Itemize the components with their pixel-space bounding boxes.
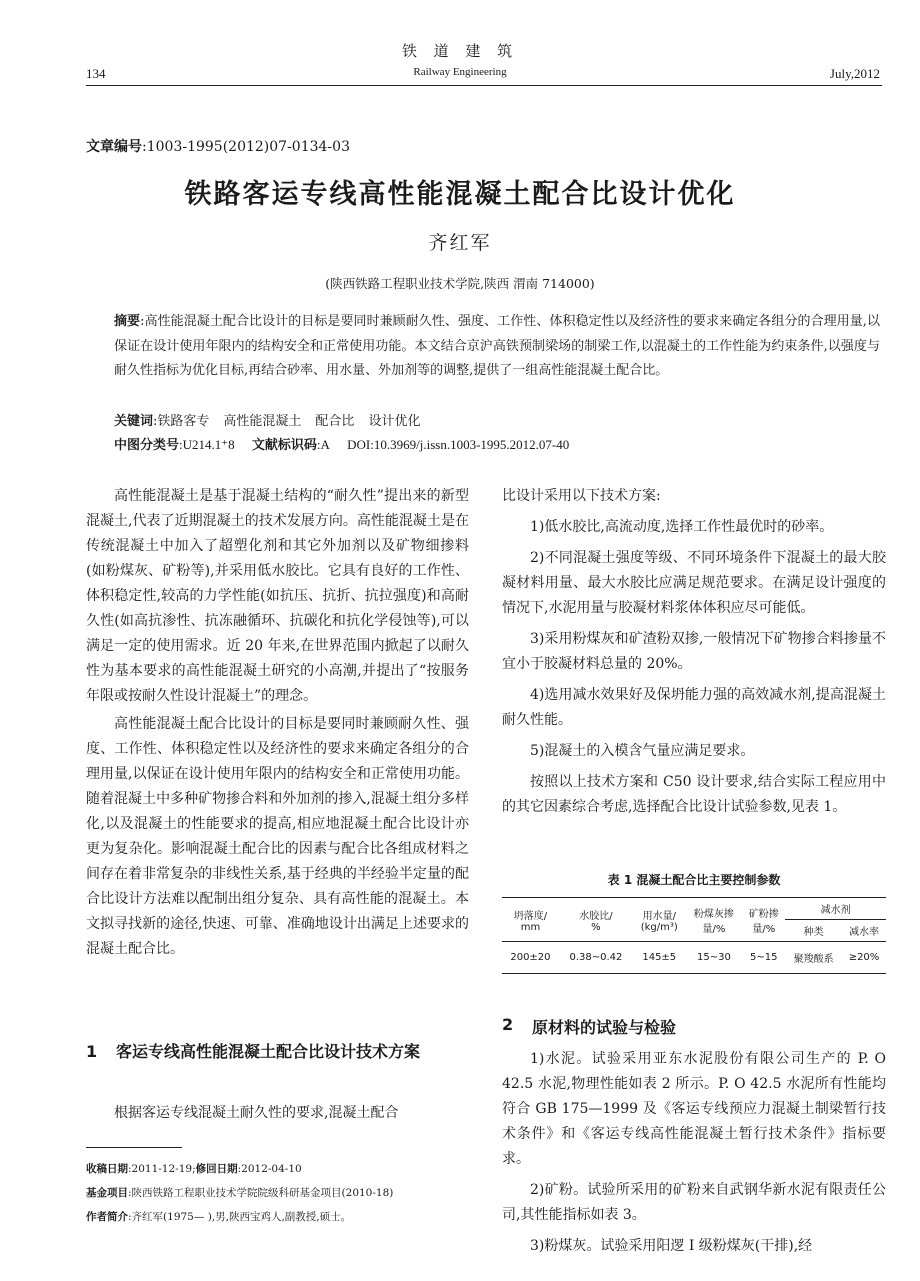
table-cell: 聚羧酸系	[785, 942, 842, 974]
list-item: 3)采用粉煤灰和矿渣粉双掺,一般情况下矿物掺合料掺量不宜小于胶凝材料总量的 20%。	[502, 631, 886, 672]
section-title: 客运专线高性能混凝土配合比设计技术方案	[116, 1042, 421, 1061]
paragraph: 2)矿粉。试验所采用的矿粉来自武钢华新水泥有限责任公司,其性能指标如表 3。	[502, 1182, 886, 1223]
section-1-heading	[86, 1038, 469, 1065]
body-right-column	[502, 484, 886, 820]
keyword: :铁路客专	[153, 414, 210, 429]
table-cell: 145±5	[633, 942, 686, 974]
table-header: 矿粉掺 量/%	[742, 898, 785, 942]
keyword: 设计优化	[368, 414, 421, 429]
paragraph: 按照以上技术方案和 C50 设计要求,结合实际工程应用中的其它因素综合考虑,选择配合比设计试验参数,见表 1。	[502, 774, 886, 815]
table-1	[502, 897, 886, 974]
section-2-body	[502, 1047, 886, 1259]
article-number	[86, 136, 350, 156]
section-number: 2	[502, 1015, 514, 1034]
keyword: 高性能混凝土	[223, 414, 302, 429]
table-cell: ≥20%	[842, 942, 886, 974]
revised-label: 修回日期	[195, 1163, 238, 1175]
table-cell: 5~15	[742, 942, 785, 974]
journal-title-cn: 铁 道 建 筑	[401, 42, 519, 60]
table-header: 减水率	[848, 927, 879, 938]
author-name: 齐红军	[428, 232, 492, 254]
doc-code-value: :A	[316, 437, 330, 452]
footnote-fund	[86, 1182, 486, 1204]
paragraph: 3)粉煤灰。试验采用阳逻 Ⅰ 级粉煤灰(干排),经	[530, 1238, 813, 1254]
section-1-body	[86, 1101, 469, 1126]
paragraph: 高性能混凝土配合比设计的目标是要同时兼顾耐久性、强度、工作性、体积稳定性以及经济性的要求来确定各组分的合理用量,以保证在设计使用年限内的结构安全和正常使用功能。随着混凝土中多种矿物掺合料和外加剂的掺入,混凝土组分多样化,以及混凝土的性能要求的提高,相应地混凝土配合比设计亦更为复杂化。影响混凝土配合比的因素与配合比各组成材料之间存在着非常复杂的非线性关系,基于经典的半经验半定量的配合比设计方法难以配制出组分复杂、具有高性能的混凝土。本文拟寻找新的途径,快速、可靠、准确地设计出满足上述要求的混凝土配合比。	[86, 716, 469, 957]
keywords	[114, 410, 434, 429]
paragraph: 高性能混凝土是基于混凝土结构的“耐久性”提出来的新型混凝土,代表了近期混凝土的技术发展方向。高性能混凝土是在传统混凝土中加入了超塑化剂和其它外加剂以及矿物细掺料(如粉煤灰、矿粉等),并采用低水胶比。它具有良好的工作性、体积稳定性,较高的力学性能(如抗压、抗折、抗拉强度)和高耐久性(如高抗渗性、抗冻融循环、抗碳化和抗化学侵蚀等),可以满足一定的使用需求。近 20 年来,在世界范围内掀起了以耐久性为基本要求的高性能混凝土研究的小高潮,并提出了“按服务年限或按耐久性设计混凝土”的理念。	[86, 488, 469, 704]
abstract	[114, 310, 880, 384]
footnote-author-bio	[86, 1206, 486, 1228]
journal-title-en: Railway Engineering	[413, 66, 507, 78]
article-number-label: 文章编号	[86, 139, 142, 155]
abstract-text: :高性能混凝土配合比设计的目标是要同时兼顾耐久性、强度、工作性、体积稳定性以及经济性的要求来确定各组分的合理用量,以保证在设计使用年限内的结构安全和正常使用功能。本文结合京沪高铁预制梁场的制梁工作,以混凝土的工作性能为约束条件,以强度与耐久性指标为优化目标,再结合砂率、用水量、外加剂等的调整,提供了一组高性能混凝土配合比。	[114, 314, 880, 378]
issue-date: July,2012	[829, 66, 880, 81]
revised-date: :2012-04-10	[237, 1163, 302, 1175]
paper-title: 铁路客运专线高性能混凝土配合比设计优化	[184, 179, 736, 210]
fund-label: 基金项目	[86, 1187, 128, 1199]
list-item: 2)不同混凝土强度等级、不同环境条件下混凝土的最大胶凝材料用量、最大水胶比应满足规范要求。在满足设计强度的情况下,水泥用量与胶凝材料浆体体积应尽可能低。	[502, 550, 886, 616]
bio-text: :齐红军(1975— ),男,陕西宝鸡人,副教授,硕士。	[128, 1211, 352, 1223]
table-header: 用水量/ (kg/m³)	[633, 898, 686, 942]
received-label: 收稿日期	[86, 1163, 128, 1175]
table-header: 粉煤灰掺 量/%	[686, 898, 743, 942]
paragraph: 根据客运专线混凝土耐久性的要求,混凝土配合	[114, 1105, 399, 1121]
table-header: 种类	[803, 927, 824, 938]
table-cell: 0.38~0.42	[559, 942, 633, 974]
section-title: 原材料的试验与检验	[532, 1018, 677, 1037]
paragraph: 比设计采用以下技术方案:	[502, 488, 661, 504]
table-header: 水胶比/ %	[559, 898, 633, 942]
list-item: 5)混凝土的入模含气量应满足要求。	[530, 743, 755, 759]
table-1-caption: 表 1 混凝土配合比主要控制参数	[607, 873, 781, 887]
section-number: 1	[86, 1042, 98, 1061]
keywords-label: 关键词	[114, 414, 154, 429]
abstract-label: 摘要	[114, 314, 141, 329]
classification-line	[114, 434, 583, 453]
author-affiliation: (陕西铁路工程职业技术学院,陕西 渭南 714000)	[325, 276, 595, 291]
footnote-received	[86, 1158, 486, 1180]
list-item: 4)选用减水效果好及保坍能力强的高效减水剂,提高混凝土耐久性能。	[502, 687, 886, 728]
footnote-rule	[86, 1147, 182, 1148]
fund-text: :陕西铁路工程职业技术学院院级科研基金项目(2010-18)	[128, 1187, 394, 1199]
list-item: 1)低水胶比,高流动度,选择工作性最优时的砂率。	[530, 519, 834, 535]
table-header: 坍落度/ mm	[502, 898, 559, 942]
article-number-value: :1003-1995(2012)07-0134-03	[142, 139, 350, 155]
table-cell: 200±20	[502, 942, 559, 974]
body-left-column	[86, 484, 469, 962]
section-2-heading	[502, 1015, 886, 1038]
keyword: 配合比	[315, 414, 355, 429]
bio-label: 作者简介	[86, 1211, 128, 1223]
doc-code-label: 文献标识码	[251, 438, 317, 453]
header-rule	[86, 85, 882, 86]
received-date: :2011-12-19;	[128, 1163, 196, 1175]
clc-label: 中图分类号	[114, 438, 180, 453]
table-row	[502, 942, 886, 974]
page-number: 134	[86, 66, 106, 81]
table-cell: 15~30	[686, 942, 743, 974]
doi: DOI:10.3969/j.issn.1003-1995.2012.07-40	[347, 437, 570, 452]
clc-value: :U214.1⁺8	[179, 437, 235, 452]
paragraph: 1)水泥。试验采用亚东水泥股份有限公司生产的 P. O 42.5 水泥,物理性能如表 2 所示。P. O 42.5 水泥所有性能均符合 GB 175—1999 及《客运专线预应力混凝土制梁暂行技术条件》和《客运专线高性能混凝土暂行技术条件》指标要求。	[502, 1051, 886, 1167]
table-header: 减水剂	[785, 898, 886, 920]
